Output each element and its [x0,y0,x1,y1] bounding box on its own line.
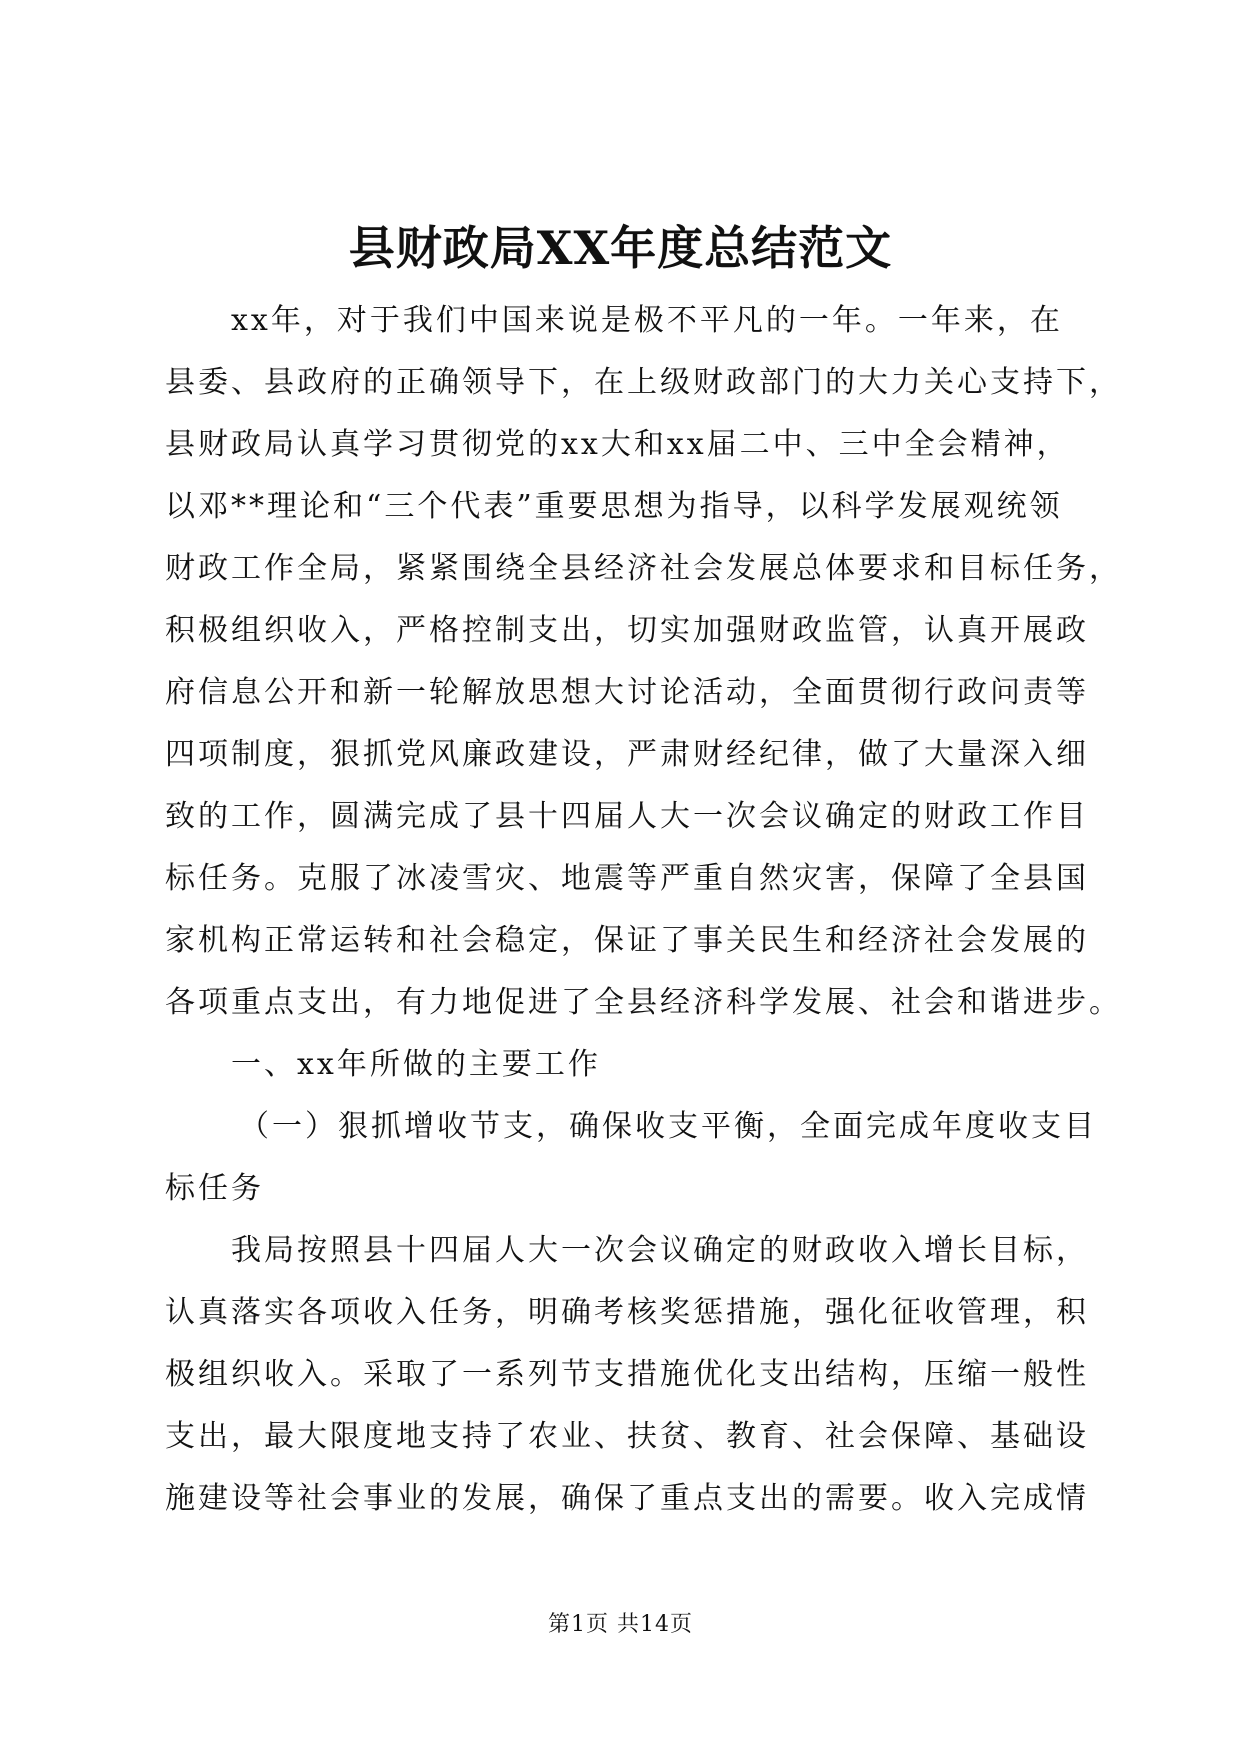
body-line: 四项制度，狠抓党风廉政建设，严肃财经纪律，做了大量深入细 [165,737,1089,772]
body-line: xx年，对于我们中国来说是极不平凡的一年。一年来，在 [231,303,1063,338]
body-line: 标任务。克服了冰凌雪灾、地震等严重自然灾害，保障了全县国 [165,861,1089,896]
body-line: 以邓**理论和“三个代表”重要思想为指导，以科学发展观统领 [165,489,1063,524]
body-line: 极组织收入。采取了一系列节支措施优化支出结构，压缩一般性 [165,1357,1089,1392]
body-line: 施建设等社会事业的发展，确保了重点支出的需要。收入完成情 [165,1481,1089,1516]
page-number: 第1页 共14页 [548,1612,693,1637]
body-line: 积极组织收入，严格控制支出，切实加强财政监管，认真开展政 [165,613,1089,648]
body-line: 府信息公开和新一轮解放思想大讨论活动，全面贯彻行政问责等 [165,675,1089,710]
body-line: 县委、县政府的正确领导下，在上级财政部门的大力关心支持下， [165,365,1122,400]
body-line: 县财政局认真学习贯彻党的xx大和xx届二中、三中全会精神， [165,427,1070,462]
body-line: 家机构正常运转和社会稳定，保证了事关民生和经济社会发展的 [165,923,1089,958]
body-line: 我局按照县十四届人大一次会议确定的财政收入增长目标， [231,1233,1089,1268]
body-line: 各项重点支出，有力地促进了全县经济科学发展、社会和谐进步。 [165,985,1122,1020]
body-line: 财政工作全局，紧紧围绕全县经济社会发展总体要求和目标任务， [165,551,1122,586]
section-heading: 一、xx年所做的主要工作 [231,1047,601,1082]
document-title: 县财政局XX年度总结范文 [348,221,893,275]
subsection-heading: （一）狠抓增收节支，确保收支平衡，全面完成年度收支目 [239,1109,1097,1144]
body-line: 支出，最大限度地支持了农业、扶贫、教育、社会保障、基础设 [165,1419,1089,1454]
document-body [165,290,1122,1530]
subsection-heading-continuation: 标任务 [165,1171,264,1206]
body-line: 致的工作，圆满完成了县十四届人大一次会议确定的财政工作目 [165,799,1089,834]
body-line: 认真落实各项收入任务，明确考核奖惩措施，强化征收管理，积 [165,1295,1089,1330]
